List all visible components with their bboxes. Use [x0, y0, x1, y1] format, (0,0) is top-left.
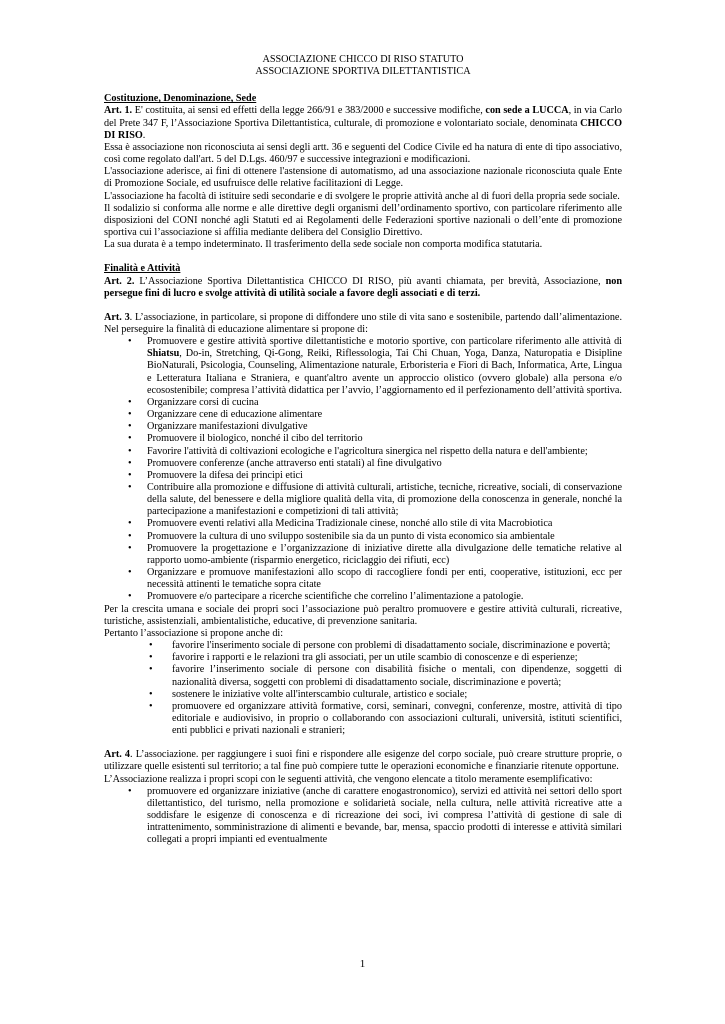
page-number: 1: [359, 958, 366, 970]
list-item-text: favorire i rapporti e le relazioni tra gli associati, per un utile scambio di conoscenze e di esperienze;: [172, 652, 578, 664]
activity-list: [104, 336, 622, 603]
list-item-text: Contribuire alla promozione e diffusione di attività culturali, artistiche, tecniche, ricreative, sociali, di conservazione della salute, del benessere e della migliore qualità della vita, di promozione della conoscenza in generale, nonché la partecipazione a manifestazioni e competizioni di tali attività;: [147, 482, 622, 518]
list-item: [104, 664, 622, 688]
list-item: [104, 409, 622, 421]
paragraph-adesione: L'associazione aderisce, ai fini di ottenere l'astensione di automatismo, ad una associazione nazionale riconosciuta quale Ente di Promozione Sociale, ed usufruisce delle relative facilitazioni di Legge.: [104, 166, 622, 190]
list-item-text: Organizzare cene di educazione alimentare: [147, 409, 323, 421]
list-item: [104, 421, 622, 433]
list-item: [104, 336, 622, 397]
article-4: [104, 749, 622, 773]
bullet-icon: •: [128, 542, 132, 554]
bullet-icon: •: [128, 421, 132, 433]
list-item: [104, 397, 622, 409]
bullet-icon: •: [128, 396, 132, 408]
list-item-bold: Shiatsu: [147, 348, 180, 360]
list-item: [104, 640, 622, 652]
bullet-icon: •: [149, 700, 153, 712]
list-item: [104, 652, 622, 664]
document-title-line-1: ASSOCIAZIONE CHICCO DI RISO STATUTO: [262, 54, 464, 65]
section-heading-finalita: Finalità e Attività: [104, 263, 181, 275]
paragraph-sodalizio: Il sodalizio si conforma alle norme e alle direttive degli organismi dell’ordinamento sportivo, con particolare riferimento alle disposizioni del CONI nonché agli Statuti ed ai Regolamenti delle Federazioni sportive nazionali o dell’ente di promozione sportiva cui l’associazione si affilia mediante delibera del Consiglio Direttivo.: [104, 202, 622, 239]
article-4-text: . L’associazione. per raggiungere i suoi fini e rispondere alle esigenze del corpo sociale, può creare strutture proprie, o utilizzare quelle esistenti sul territorio; a tal fine può compiere tutte le operazioni economiche e finanziarie ritenute opportune.: [104, 749, 622, 773]
article-1-label: Art. 1.: [104, 105, 133, 117]
article-2: [104, 276, 622, 300]
list-item-text: promuovere ed organizzare iniziative (anche di carattere enogastronomico), servizi ed attività nei settori dello sport dilettantistico, del turismo, nella promozione e solidarietà sociale, nella cultura, nelle attività ricreative atte a soddisfare le esigenze di conoscenza e di ricreazione dei soci, ivi compresa l’attività di gestione di sale di intrattenimento, somministrazione di alimenti e bevande, bar, mensa, spaccio prodotti di interesse e attività similari collegati a propri impianti ed eventualmente: [147, 785, 622, 846]
list-item: [104, 786, 622, 847]
list-item: [104, 433, 622, 445]
list-item-text: Promuovere e gestire attività sportive dilettantistiche e motorio sportive, con particolare riferimento alle attività di: [147, 336, 622, 348]
article-1-text-c: , in via Carlo del Prete 347 F, l’Associazione Sportiva Dilettantistica, culturale, di promozione e volontariato sociale, denominata: [104, 105, 622, 129]
list-item-text: Organizzare manifestazioni divulgative: [147, 421, 308, 433]
bullet-icon: •: [128, 457, 132, 469]
bullet-icon: •: [149, 640, 153, 652]
list-item-text: , Do-in, Stretching, Qi-Gong, Reiki, Riflessologia, Tai Chi Chuan, Yoga, Danza, Naturopatia e Disipline BioNaturali, Psicologia, Counseling, Alimentazione naturale, Erboristeria e Fiori di Bach, Informatica, Arte, Lingua e Letteratura Italiana e Straniera, e quant'altro avente un approccio olistico (ovvero globale) alla persona e/o ecosostenibile; compresa l’attività didattica per l’avvio, l’aggiornamento ed il perfezionamento dell’attività sportiva.: [147, 348, 622, 396]
sub-activity-list: [104, 640, 622, 737]
list-item-text: Promuovere la difesa dei principi etici: [147, 469, 303, 481]
paragraph-pertanto: Pertanto l’associazione si propone anche di:: [104, 627, 284, 639]
list-item: [104, 470, 622, 482]
bullet-icon: •: [149, 688, 153, 700]
article-3-label: Art. 3: [104, 311, 130, 323]
paragraph-durata: La sua durata è a tempo indeterminato. Il trasferimento della sede sociale non comporta modifica statutaria.: [104, 239, 543, 251]
article-2-label: Art. 2.: [104, 275, 135, 287]
bullet-icon: •: [128, 336, 132, 348]
paragraph-crescita: Per la crescita umana e sociale dei propri soci l’associazione può peraltro promuovere e gestire attività culturali, ricreative, turistiche, assistenziali, ambientalistiche, educative, di prevenzione sanitaria.: [104, 603, 622, 627]
list-item: [104, 543, 622, 567]
article-3: [104, 312, 622, 336]
list-item: [104, 591, 622, 603]
bullet-icon: •: [149, 652, 153, 664]
bullet-icon: •: [128, 445, 132, 457]
paragraph-realizza: L’Associazione realizza i propri scopi con le seguenti attività, che vengono elencate a titolo meramente esemplificativo:: [104, 773, 593, 785]
bullet-icon: •: [128, 530, 132, 542]
realization-list: [104, 786, 622, 847]
article-1-text-e: .: [142, 129, 146, 141]
list-item-text: Promuovere il biologico, nonché il cibo del territorio: [147, 433, 363, 445]
list-item-text: Favorire l'attività di coltivazioni ecologiche e l'agricoltura sinergica nel rispetto della natura e dell'ambiente;: [147, 445, 588, 457]
bullet-icon: •: [128, 469, 132, 481]
bullet-icon: •: [128, 433, 132, 445]
list-item-text: sostenere le iniziative volte all'interscambio culturale, artistico e sociale;: [172, 688, 468, 700]
paragraph-natura: Essa è associazione non riconosciuta ai sensi degli artt. 36 e seguenti del Codice Civile ed ha natura di ente di tipo associativo, così come regolato dall'art. 5 del D.Lgs. 460/97 e successive integrazioni e modificazioni.: [104, 141, 622, 166]
bullet-icon: •: [128, 482, 132, 493]
list-item: [104, 518, 622, 530]
list-item: [104, 567, 622, 591]
list-item-text: favorire l'inserimento sociale di persone con problemi di disadattamento sociale, discriminazione e povertà;: [172, 640, 611, 652]
bullet-icon: •: [128, 518, 132, 530]
section-heading-costituzione: Costituzione, Denominazione, Sede: [104, 93, 257, 105]
bullet-icon: •: [128, 409, 132, 421]
article-2-bold: non persegue fini di lucro e svolge attività di utilità sociale a favore degli associati e di terzi.: [104, 275, 622, 299]
bullet-icon: •: [149, 664, 153, 676]
list-item-text: favorire l’inserimento sociale di persone con disabilità fisiche o mentali, con dipendenze, soggetti di nazionalità diversa, soggetti con problemi di disadattamento sociale, discriminazione e povertà;: [172, 664, 622, 688]
list-item-text: Organizzare e promuove manifestazioni allo scopo di raccogliere fondi per enti, cooperative, istituzioni, ecc per necessità attinenti le tematiche sopra citate: [147, 567, 622, 591]
article-1-text-a: E' costituita, ai sensi ed effetti della legge 266/91 e 383/2000 e successive modifiche,: [132, 105, 486, 117]
paragraph-sedi: L'associazione ha facoltà di istituire sedi secondarie e di svolgere le proprie attività anche al di fuori della propria sede sociale.: [104, 190, 620, 202]
list-item: [104, 701, 622, 737]
article-1-name: CHICCO DI RISO: [104, 117, 622, 141]
article-3-text: . L’associazione, in particolare, si propone di diffondere uno stile di vita sano e sostenibile, partendo dall’alimentazione. Nel perseguire la finalità di educazione alimentare si propone di:: [104, 311, 623, 335]
document-title-line-2: ASSOCIAZIONE SPORTIVA DILETTANTISTICA: [255, 66, 471, 78]
bullet-icon: •: [128, 567, 132, 579]
list-item-text: Promuovere e/o partecipare a ricerche scientifiche che correlino l’alimentazione a patologie.: [147, 591, 524, 603]
bullet-icon: •: [128, 591, 132, 603]
list-item-text: Promuovere conferenze (anche attraverso enti statali) al fine divulgativo: [147, 457, 442, 469]
article-1-sede: con sede a LUCCA: [485, 105, 569, 117]
list-item: [104, 446, 622, 458]
list-item-text: Organizzare corsi di cucina: [147, 396, 259, 408]
list-item: [104, 482, 622, 518]
article-4-label: Art. 4: [104, 749, 131, 761]
list-item: [104, 531, 622, 543]
list-item: [104, 458, 622, 470]
list-item-text: Promuovere la cultura di uno sviluppo sostenibile sia da un punto di vista economico sia ambientale: [147, 530, 555, 542]
article-1: [104, 105, 622, 141]
article-2-text: L’Associazione Sportiva Dilettantistica CHICCO DI RISO, più avanti chiamata, per brevità, Associazione,: [134, 275, 606, 287]
list-item: [104, 689, 622, 701]
document-page: [104, 54, 622, 847]
list-item-text: Promuovere eventi relativi alla Medicina Tradizionale cinese, nonché allo stile di vita Macrobiotica: [147, 518, 553, 530]
list-item-text: Promuovere la progettazione e l’organizzazione di iniziative dirette alla divulgazione delle tematiche relative al rapporto uomo-ambiente (risparmio energetico, riciclaggio dei rifiuti, ecc): [147, 542, 622, 566]
bullet-icon: •: [128, 785, 132, 797]
list-item-text: promuovere ed organizzare attività formative, corsi, seminari, convegni, conferenze, mostre, attività di tipo editoriale e audiovisivo, in proprio o collaborando con associazioni culturali, università, istituti scientifici, enti pubblici e privati nazionali e stranieri;: [172, 700, 622, 737]
